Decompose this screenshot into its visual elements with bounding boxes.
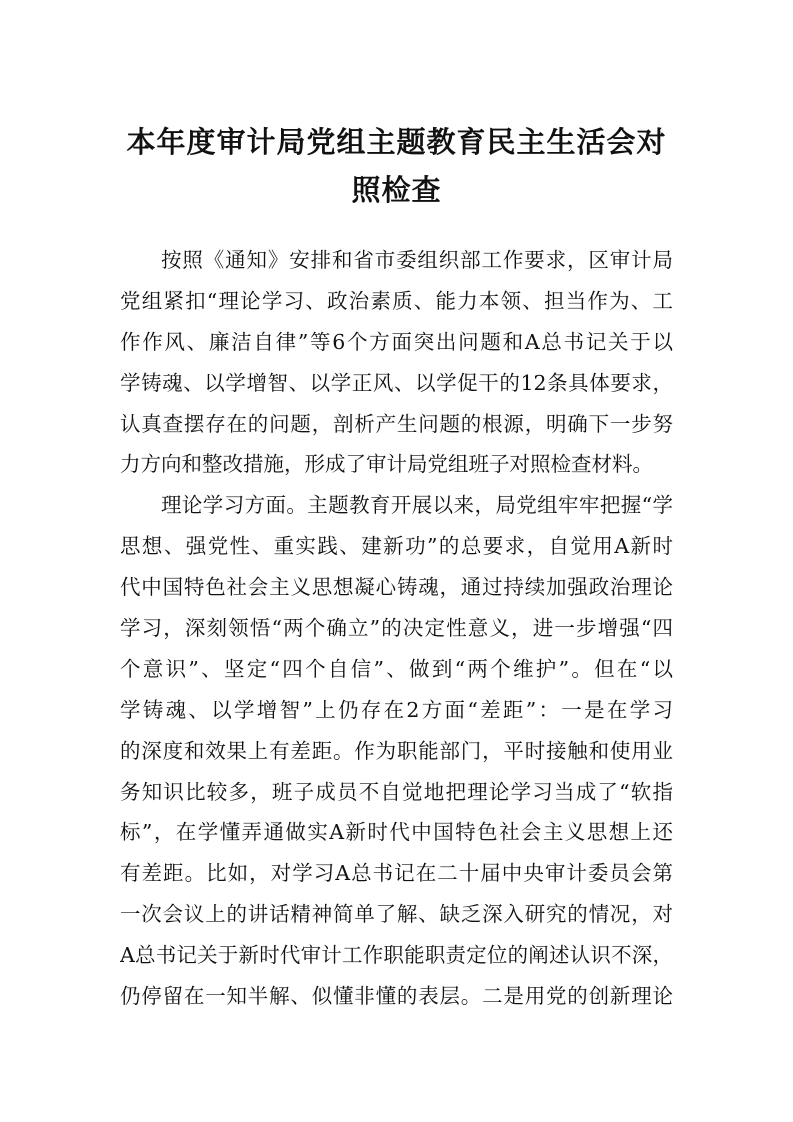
title-line: 本年度审计局党组主题教育民主生活会对 (126, 125, 667, 159)
text-line: 学习，深刻领悟“两个确立”的决定性意义，进一步增强“四 (120, 616, 673, 641)
text-line: 党组紧扣“理论学习、政治素质、能力本领、担当作为、工 (120, 288, 673, 313)
text-line: 一次会议上的讲话精神简单了解、缺乏深入研究的情况，对 (120, 902, 673, 927)
text-line: 学铸魂、以学增智、以学正风、以学促干的12条具体要求， (120, 370, 673, 395)
paragraph-intro (120, 240, 673, 485)
text-line: 务知识比较多，班子成员不自觉地把理论学习当成了“软指 (120, 779, 673, 804)
text-line: 理论学习方面。主题教育开展以来，局党组牢牢把握“学 (161, 493, 673, 518)
document-body (120, 240, 673, 1017)
text-line: A总书记关于新时代审计工作职能职责定位的阐述认识不深， (120, 943, 673, 968)
text-line: 认真查摆存在的问题，剖析产生问题的根源，明确下一步努 (120, 411, 673, 436)
text-line: 的深度和效果上有差距。作为职能部门，平时接触和使用业 (120, 738, 673, 763)
text-line: 思想、强党性、重实践、建新功”的总要求，自觉用A新时 (120, 534, 673, 559)
text-line: 代中国特色社会主义思想凝心铸魂，通过持续加强政治理论 (120, 575, 673, 600)
text-line: 标”，在学懂弄通做实A新时代中国特色社会主义思想上还 (120, 820, 673, 845)
text-line: 按照《通知》安排和省市委组织部工作要求，区审计局 (161, 248, 673, 272)
text-line: 学铸魂、以学增智”上仍存在2方面“差距”：一是在学习 (120, 697, 673, 722)
text-line: 仍停留在一知半解、似懂非懂的表层。二是用党的创新理论 (120, 984, 673, 1009)
text-line: 个意识”、坚定“四个自信”、做到“两个维护”。但在“以 (120, 656, 673, 681)
text-line: 力方向和整改措施，形成了审计局党组班子对照检查材料。 (120, 452, 653, 477)
text-line: 作作风、廉洁自律”等6个方面突出问题和A总书记关于以 (120, 329, 673, 354)
text-line: 有差距。比如，对学习A总书记在二十届中央审计委员会第 (120, 861, 673, 886)
title-line: 照检查 (351, 173, 442, 207)
document-title (120, 118, 673, 214)
paragraph-theory-study (120, 485, 673, 1017)
